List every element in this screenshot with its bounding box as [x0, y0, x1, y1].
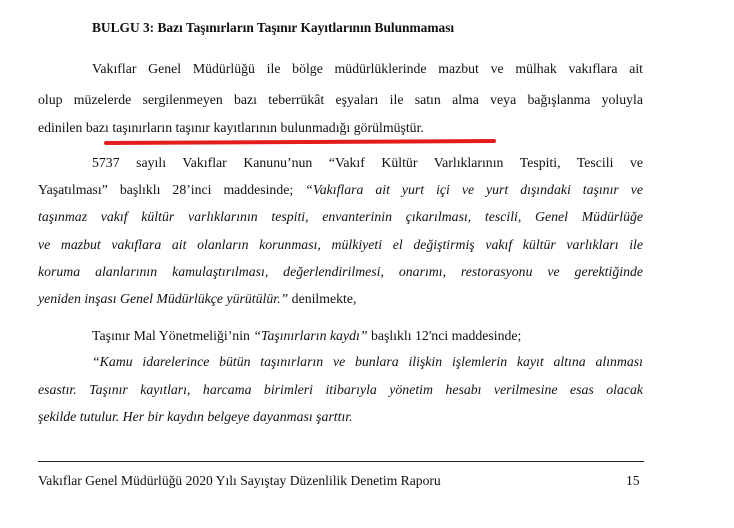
- footer-rule: [38, 461, 644, 462]
- para4-line3: şekilde tutulur. Her bir kaydın belgeye dayanması şarttır.: [38, 409, 353, 424]
- para2-line6-normal: denilmekte,: [288, 291, 357, 306]
- para3-line: [92, 328, 521, 344]
- finding-heading: BULGU 3: Bazı Taşınırların Taşınır Kayıtlarının Bulunmaması: [92, 20, 455, 35]
- para2-line3: taşınmaz vakıf kültür varlıklarının tespiti, envanterinin çıkarılması, tescili, Genel Müdürlüğe: [38, 209, 643, 224]
- para2-line1: 5737 sayılı Vakıflar Kanunu’nun “Vakıf Kültür Varlıklarının Tespiti, Tescili ve: [92, 155, 643, 170]
- para1-line3: edinilen bazı taşınırların taşınır kayıtlarının bulunmadığı görülmüştür.: [38, 120, 424, 135]
- para2-line6: [38, 291, 356, 307]
- para2-line2: [38, 182, 643, 198]
- footer-page-number: 15: [626, 473, 640, 488]
- para1-line1: Vakıflar Genel Müdürlüğü ile bölge müdürlüklerinde mazbut ve mülhak vakıflara ait: [92, 61, 643, 76]
- para3-normal-b: başlıklı 12'nci maddesinde;: [367, 328, 522, 343]
- para2-line2-normal: Yaşatılması” başlıklı 28’inci maddesinde;: [38, 182, 306, 197]
- footer-title: Vakıflar Genel Müdürlüğü 2020 Yılı Sayıştay Düzenlilik Denetim Raporu: [38, 473, 441, 488]
- para4-line2: esastır. Taşınır kayıtları, harcama birimleri itibarıyla yönetim hesabı verilmesine esas olacak: [38, 382, 643, 397]
- para3-normal-a: Taşınır Mal Yönetmeliği’nin: [92, 328, 254, 343]
- para4-line1: “Kamu idarelerince bütün taşınırların ve bunlara ilişkin işlemlerin kayıt altına alınması: [92, 354, 643, 369]
- para2-line4: ve mazbut vakıflara ait olanların korunması, mülkiyeti el değiştirmiş vakıf kültür varlıkları ile: [38, 237, 643, 252]
- para2-line5: koruma alanlarının kamulaştırılması, değerlendirilmesi, onarımı, restorasyonu ve gerektiğinde: [38, 264, 643, 279]
- para1-line2: olup müzelerde sergilenmeyen bazı teberrükât eşyaları ile satın alma veya bağışlanma yoluyla: [38, 92, 643, 107]
- para3-italic: “Taşınırların kaydı”: [253, 328, 368, 343]
- red-underline-annotation: [104, 139, 496, 145]
- para2-line2-italic: “Vakıflara ait yurt içi ve yurt dışındaki taşınır ve: [305, 182, 643, 197]
- para2-line6-italic: yeniden inşası Genel Müdürlükçe yürütülür.”: [38, 291, 289, 306]
